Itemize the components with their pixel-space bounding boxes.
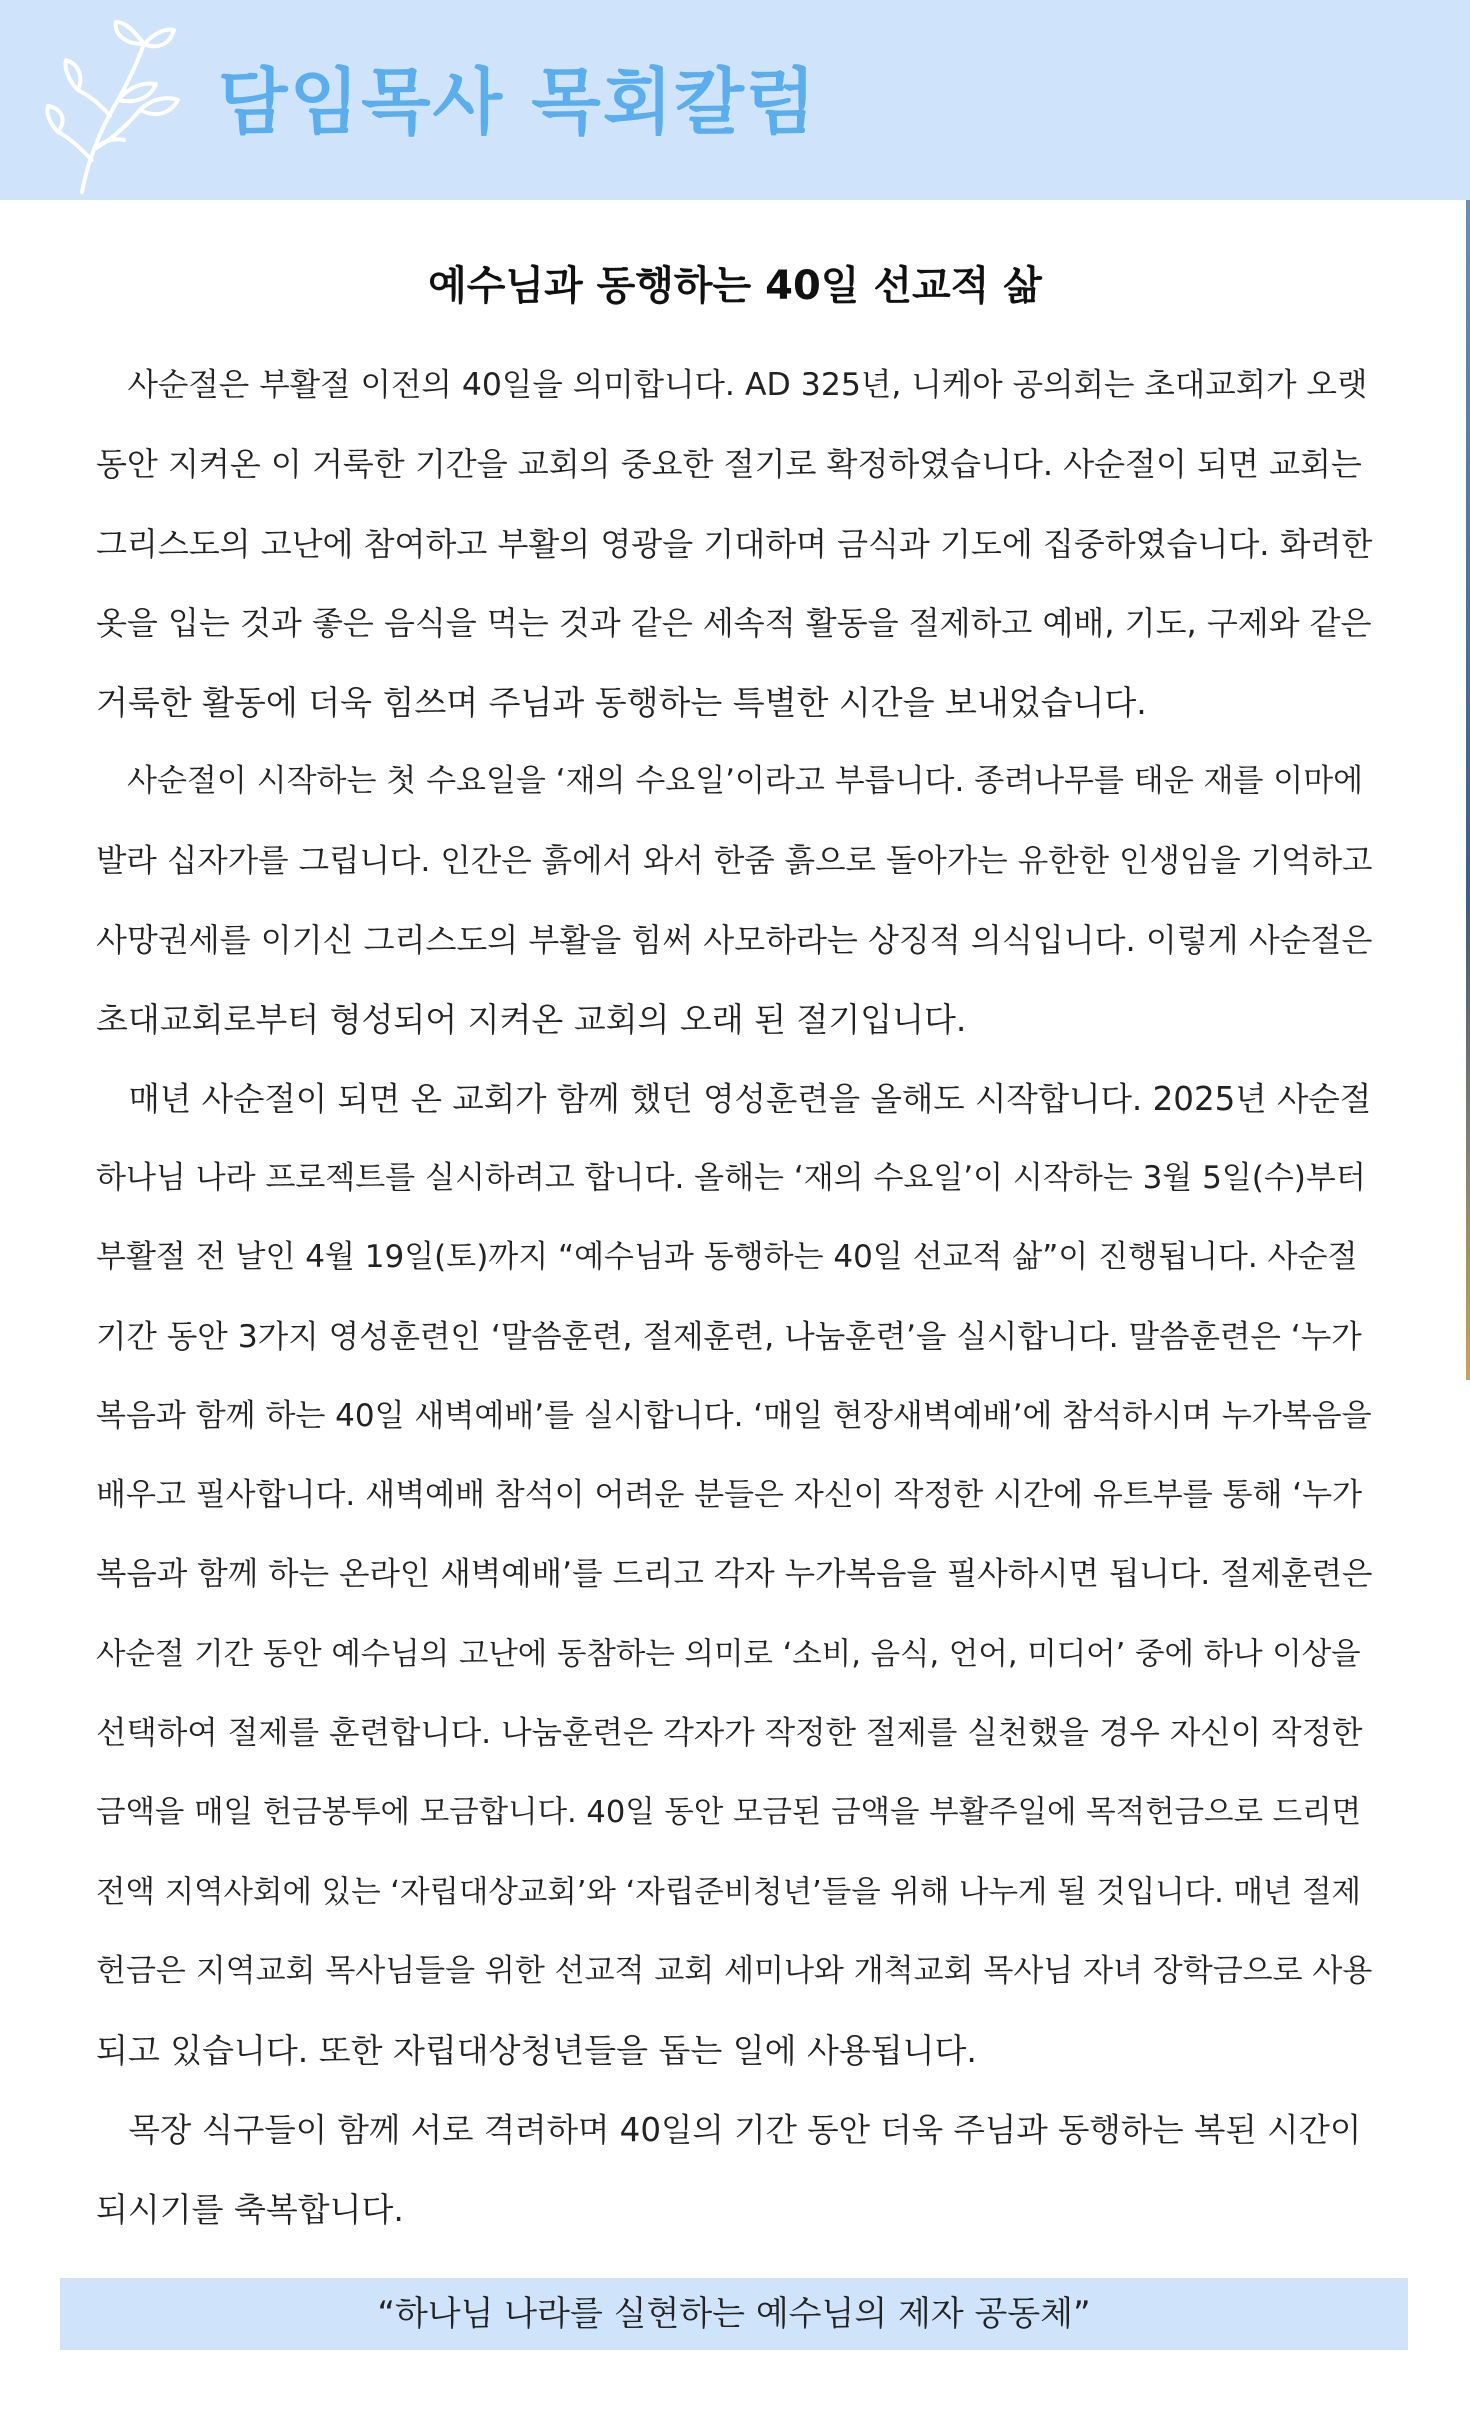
body-line: 전액 지역사회에 있는 ‘자립대상교회’와 ‘자립준비청년’들을 위해 나누게 될 것입니다. 매년 절제 bbox=[96, 1874, 1362, 1910]
body-line: 기간 동안 3가지 영성훈련인 ‘말씀훈련, 절제훈련, 나눔훈련’을 실시합니다. 말씀훈련은 ‘누가 bbox=[96, 1318, 1362, 1355]
body-line: 복음과 함께 하는 40일 새벽예배’를 실시합니다. ‘매일 현장새벽예배’에 참석하시며 누가복음을 bbox=[96, 1397, 1372, 1434]
footer-band bbox=[60, 2278, 1408, 2350]
leaf-branch-icon bbox=[44, 20, 184, 195]
body-line: 옷을 입는 것과 좋은 음식을 먹는 것과 같은 세속적 활동을 절제하고 예배, 기도, 구제와 같은 bbox=[96, 603, 1372, 642]
body-line: 배우고 필사합니다. 새벽예배 참석이 어려운 분들은 자신이 작정한 시간에 유트부를 통해 ‘누가 bbox=[96, 1477, 1363, 1514]
body-line: 초대교회로부터 형성되어 지켜온 교회의 오래 된 절기입니다. bbox=[96, 1000, 967, 1040]
body-line: 매년 사순절이 되면 온 교회가 함께 했던 영성훈련을 올해도 시작합니다. 2025년 사순절 bbox=[96, 1079, 1372, 1118]
body-line: 선택하여 절제를 훈련합니다. 나눔훈련은 각자가 작정한 절제를 실천했을 경우 자신이 작정한 bbox=[96, 1715, 1363, 1752]
article-body bbox=[96, 346, 1374, 2249]
body-line: 동안 지켜온 이 거룩한 기간을 교회의 중요한 절기로 확정하였습니다. 사순절이 되면 교회는 bbox=[96, 445, 1362, 484]
body-line: 목장 식구들이 함께 서로 격려하며 40일의 기간 동안 더욱 주님과 동행하는 복된 시간이 bbox=[96, 2110, 1362, 2149]
footer-motto: “하나님 나라를 실현하는 예수님의 제자 공동체” bbox=[377, 2294, 1091, 2334]
body-line: 헌금은 지역교회 목사님들을 위한 선교적 교회 세미나와 개척교회 목사님 자녀 장학금으로 사용 bbox=[96, 1952, 1373, 1989]
page-title: 담임목사 목회칼럼 bbox=[218, 60, 818, 144]
article-title: 예수님과 동행하는 40일 선교적 삶 bbox=[428, 263, 1042, 309]
body-line: 사순절은 부활절 이전의 40일을 의미합니다. AD 325년, 니케아 공의회는 초대교회가 오랫 bbox=[96, 367, 1368, 403]
body-line: 그리스도의 고난에 참여하고 부활의 영광을 기대하며 금식과 기도에 집중하였습니다. 화려한 bbox=[96, 524, 1373, 563]
body-line: 거룩한 활동에 더욱 힘쓰며 주님과 동행하는 특별한 시간을 보내었습니다. bbox=[96, 683, 1147, 723]
body-line: 금액을 매일 헌금봉투에 모금합니다. 40일 동안 모금된 금액을 부활주일에 목적헌금으로 드리면 bbox=[96, 1795, 1362, 1831]
body-line: 사순절이 시작하는 첫 수요일을 ‘재의 수요일’이라고 부릅니다. 종려나무를 태운 재를 이마에 bbox=[96, 763, 1364, 800]
body-line: 하나님 나라 프로젝트를 실시하려고 합니다. 올해는 ‘재의 수요일’이 시작하는 3월 5일(수)부터 bbox=[96, 1159, 1366, 1196]
body-line: 부활절 전 날인 4월 19일(토)까지 “예수님과 동행하는 40일 선교적 삶”이 진행됩니다. 사순절 bbox=[96, 1239, 1358, 1276]
body-line: 되시기를 축복합니다. bbox=[96, 2189, 404, 2229]
body-line: 발라 십자가를 그립니다. 인간은 흙에서 와서 한줌 흙으로 돌아가는 유한한 인생임을 기억하고 bbox=[96, 842, 1373, 879]
body-line: 사순절 기간 동안 예수님의 고난에 동참하는 의미로 ‘소비, 음식, 언어, 미디어’ 중에 하나 이상을 bbox=[96, 1636, 1361, 1672]
body-line: 사망권세를 이기신 그리스도의 부활을 힘써 사모하라는 상징적 의식입니다. 이렇게 사순절은 bbox=[96, 921, 1373, 960]
right-edge-strip bbox=[1466, 200, 1470, 1380]
body-line: 되고 있습니다. 또한 자립대상청년들을 돕는 일에 사용됩니다. bbox=[96, 2031, 977, 2071]
body-line: 복음과 함께 하는 온라인 새벽예배’를 드리고 각자 누가복음을 필사하시면 됩니다. 절제훈련은 bbox=[96, 1556, 1373, 1593]
